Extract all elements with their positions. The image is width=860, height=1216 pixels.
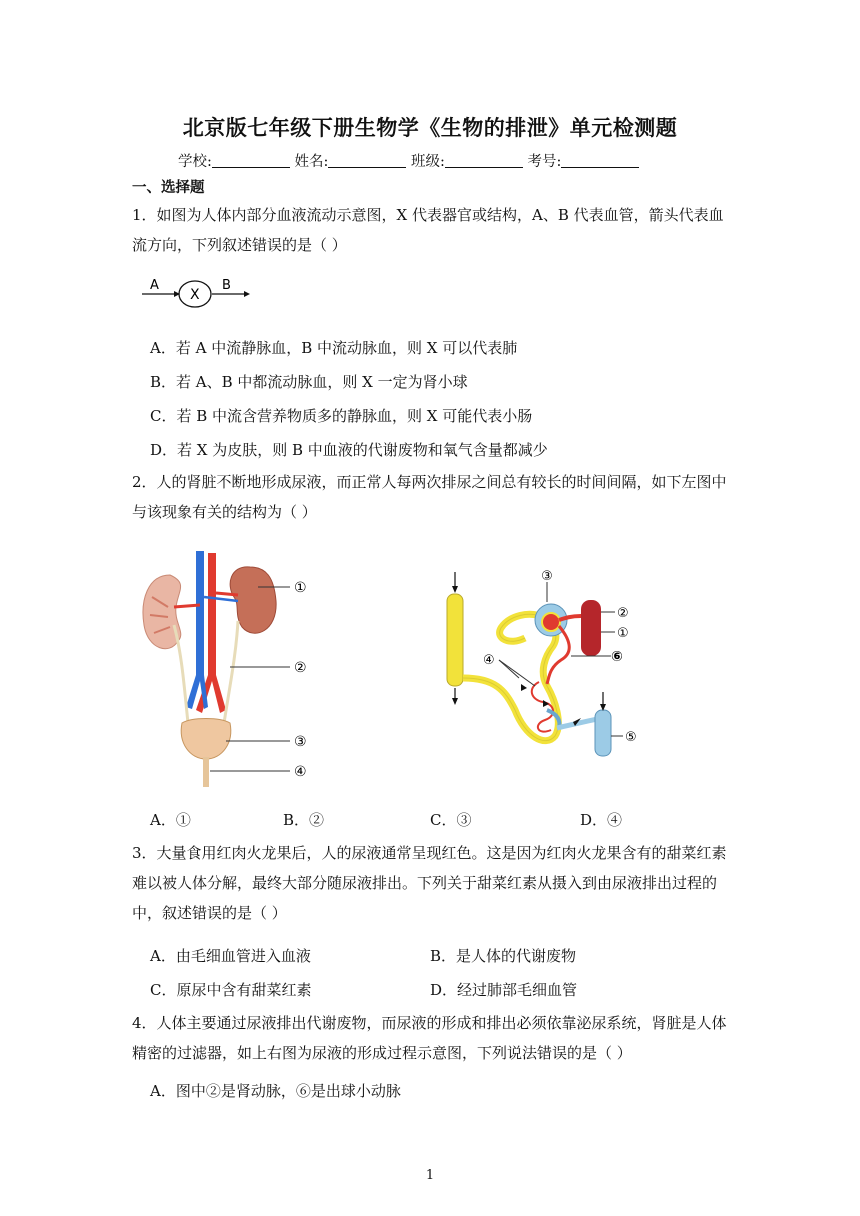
right-label-3: ③	[541, 569, 553, 584]
exam-no-label: 考号:	[527, 154, 562, 170]
q3-option-d[interactable]: D．经过肺部毛细血管	[430, 981, 578, 999]
yellow-duct	[447, 594, 463, 686]
vena-cava	[186, 551, 208, 709]
urethra	[203, 757, 209, 787]
q2-option-b[interactable]: B．②	[283, 811, 325, 829]
q1-option-c[interactable]: C．若 B 中流含营养物质多的静脉血，则 X 可能代表小肠	[150, 407, 533, 425]
name-blank[interactable]	[328, 153, 406, 168]
q2-option-d[interactable]: D．④	[580, 811, 623, 829]
right-label-2: ②	[617, 606, 629, 621]
q3-stem: 3．大量食用红肉火龙果后，人的尿液通常呈现红色。这是因为红肉火龙果含有的甜菜红素难以被人体分解，最终大部分随尿液排出。下列关于甜菜红素从摄入到由尿液排出过程的中，叙述错误的是（ ）	[132, 844, 727, 922]
q2-option-c[interactable]: C．③	[430, 811, 472, 829]
q1-option-a[interactable]: A．若 A 中流静脉血，B 中流动脉血，则 X 可以代表肺	[150, 339, 518, 357]
label-x: X	[190, 287, 200, 303]
page-title: 北京版七年级下册生物学《生物的排泄》单元检测题	[182, 115, 678, 140]
left-label-4: ④	[294, 764, 307, 780]
q3-option-c[interactable]: C．原尿中含有甜菜红素	[150, 981, 312, 999]
page-number: 1	[425, 1168, 435, 1183]
bladder	[181, 719, 231, 760]
collecting-duct	[595, 710, 611, 756]
q1-flow-diagram	[140, 276, 260, 310]
student-info-line	[178, 150, 639, 171]
q1-stem: 1．如图为人体内部分血液流动示意图，X 代表器官或结构，A、B 代表血管，箭头代表血流方向，下列叙述错误的是（ ）	[132, 206, 724, 254]
left-renal-artery	[174, 605, 200, 607]
label-a: A	[150, 278, 159, 293]
class-blank[interactable]	[445, 153, 523, 168]
class-label: 班级:	[411, 154, 445, 170]
q2-option-a[interactable]: A．①	[150, 811, 191, 829]
q1-option-d[interactable]: D．若 X 为皮肤，则 B 中血液的代谢废物和氧气含量都减少	[150, 441, 548, 459]
right-label-6: ⑥	[611, 649, 623, 665]
nephron-figure	[435, 560, 650, 770]
left-label-2: ②	[294, 660, 307, 676]
q2-stem: 2．人的肾脏不断地形成尿液，而正常人每两次排尿之间总有较长的时间间隔，如下左图中与该现象有关的结构为（ ）	[132, 473, 727, 521]
right-label-4: ④	[483, 653, 495, 668]
left-ureter	[174, 625, 188, 723]
right-renal-artery	[216, 593, 238, 595]
q1-option-b[interactable]: B．若 A、B 中都流动脉血，则 X 一定为肾小球	[150, 373, 468, 391]
urinary-system-figure	[130, 545, 330, 790]
left-kidney	[143, 575, 181, 649]
right-label-5: ⑤	[625, 730, 637, 745]
label-b: B	[222, 278, 231, 293]
blood-vessel-block	[581, 600, 601, 656]
exam-no-blank[interactable]	[561, 153, 639, 168]
name-label: 姓名:	[294, 154, 329, 170]
glomerulus	[542, 613, 560, 631]
right-label-1: ①	[617, 626, 629, 641]
right-ureter	[224, 621, 238, 723]
q3-option-a[interactable]: A．由毛细血管进入血液	[150, 947, 311, 965]
school-label: 学校:	[178, 154, 212, 170]
left-label-1: ①	[294, 580, 307, 596]
q4-stem: 4．人体主要通过尿液排出代谢废物，而尿液的形成和排出必须依靠泌尿系统，肾脏是人体精密的过滤器，如上右图为尿液的形成过程示意图，下列说法错误的是（ ）	[132, 1014, 727, 1062]
school-blank[interactable]	[212, 153, 290, 168]
section-heading: 一、选择题	[132, 179, 205, 196]
arrow-b-head	[244, 291, 250, 297]
left-label-3: ③	[294, 734, 307, 750]
q4-option-a[interactable]: A．图中②是肾动脉，⑥是出球小动脉	[150, 1082, 401, 1100]
q3-option-b[interactable]: B．是人体的代谢废物	[430, 947, 577, 965]
